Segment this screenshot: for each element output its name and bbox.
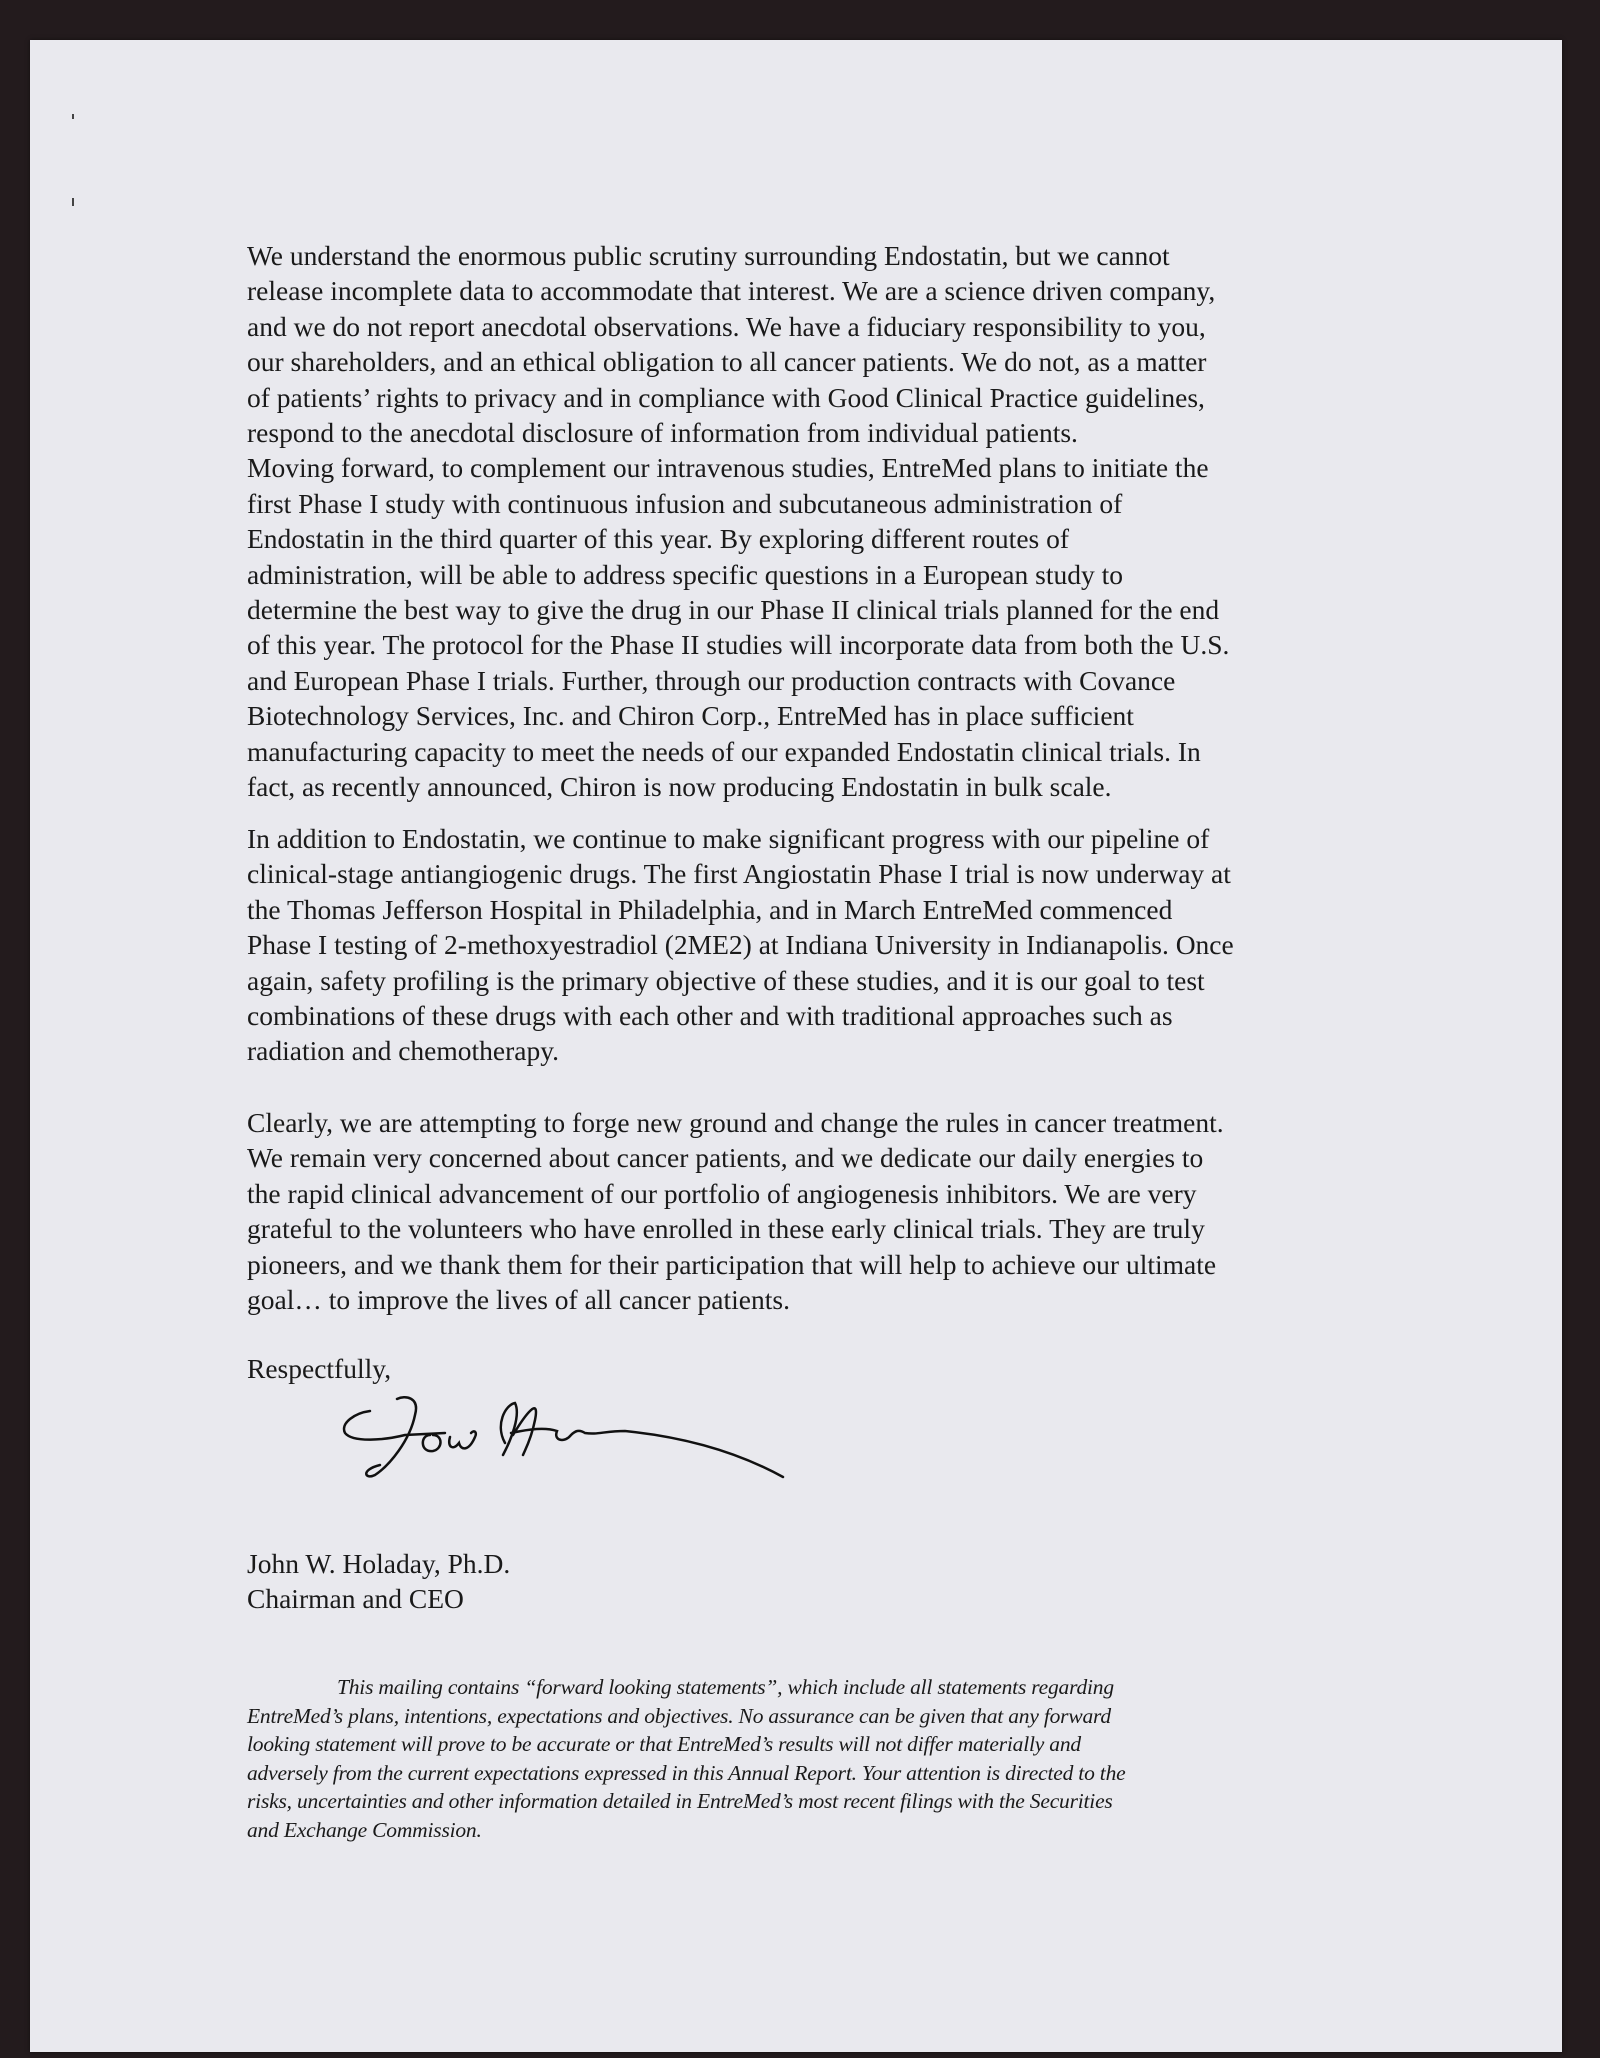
paragraph3-line: We remain very concerned about cancer patients, and we dedicate our daily energies to — [247, 1142, 1204, 1174]
paragraph2-line: radiation and chemotherapy. — [247, 1035, 560, 1067]
paragraph1-line: Biotechnology Services, Inc. and Chiron Corp., EntreMed has in place sufficient — [247, 700, 1134, 732]
paragraph2-line: Phase I testing of 2-methoxyestradiol (2ME2) at Indiana University in Indianapolis. Once — [247, 929, 1234, 961]
paragraph3-line: the rapid clinical advancement of our portfolio of angiogenesis inhibitors. We are very — [247, 1177, 1197, 1209]
disclaimer-line: adversely from the current expectations expressed in this Annual Report. Your attention is directed to the — [247, 1760, 1126, 1785]
paragraph1-line: fact, as recently announced, Chiron is now producing Endostatin in bulk scale. — [247, 771, 1112, 802]
paragraph1-line: administration, will be able to address specific questions in a European study to — [247, 558, 1123, 590]
paragraph3-line: Clearly, we are attempting to forge new ground and change the rules in cancer treatment. — [247, 1107, 1224, 1138]
disclaimer-line: looking statement will prove to be accurate or that EntreMed’s results will not differ materially and — [247, 1732, 1081, 1756]
paragraph1-line: respond to the anecdotal disclosure of information from individual patients. — [247, 417, 1078, 448]
disclaimer-line: and Exchange Commission. — [247, 1817, 482, 1842]
paragraph1-line: and European Phase I trials. Further, through our production contracts with Covance — [247, 664, 1176, 696]
paragraph3-line: goal… to improve the lives of all cancer patients. — [247, 1284, 790, 1315]
letter-page — [30, 40, 1562, 2052]
signer-name: John W. Holaday, Ph.D. — [247, 1548, 511, 1579]
paragraph1-line: We understand the enormous public scrutiny surrounding Endostatin, but we cannot — [247, 240, 1170, 271]
disclaimer-line: risks, uncertainties and other information detailed in EntreMed’s most recent filings with the Securities — [247, 1789, 1113, 1813]
paragraph2-line: the Thomas Jefferson Hospital in Philadelphia, and in March EntreMed commenced — [247, 893, 1173, 925]
paragraph3-line: pioneers, and we thank them for their participation that will help to achieve our ultimate — [247, 1248, 1217, 1280]
disclaimer-line: This mailing contains “forward looking statements”, which include all statements regarding — [337, 1675, 1114, 1699]
paragraph2-line: In addition to Endostatin, we continue to make significant progress with our pipeline of — [247, 823, 1210, 854]
margin-mark — [72, 114, 74, 119]
paragraph1-line: manufacturing capacity to meet the needs of our expanded Endostatin clinical trials. In — [247, 735, 1201, 767]
paragraph1-line: release incomplete data to accommodate that interest. We are a science driven company, — [247, 275, 1216, 307]
margin-mark — [72, 198, 74, 206]
paragraph1-line: of this year. The protocol for the Phase II studies will incorporate data from both the U.S. — [247, 629, 1230, 661]
paragraph1-line: our shareholders, and an ethical obligation to all cancer patients. We do not, as a matter — [247, 346, 1207, 378]
signature — [335, 1385, 815, 1505]
paragraph1-line: and we do not report anecdotal observations. We have a fiduciary responsibility to you, — [247, 310, 1206, 342]
paragraph2-line: again, safety profiling is the primary objective of these studies, and it is our goal to test — [247, 964, 1205, 996]
paragraph2-line: clinical-stage antiangiogenic drugs. The first Angiostatin Phase I trial is now underway at — [247, 858, 1231, 890]
paragraph1-line: of patients’ rights to privacy and in compliance with Good Clinical Practice guidelines, — [247, 381, 1205, 413]
paragraph1-line: first Phase I study with continuous infusion and subcutaneous administration of — [247, 487, 1123, 519]
paragraph1-line: determine the best way to give the drug in our Phase II clinical trials planned for the end — [247, 594, 1220, 625]
paragraph3-line: grateful to the volunteers who have enrolled in these early clinical trials. They are truly — [247, 1213, 1205, 1245]
closing: Respectfully, — [247, 1353, 392, 1384]
paragraph1-line: Moving forward, to complement our intravenous studies, EntreMed plans to initiate the — [247, 452, 1209, 484]
signer-title: Chairman and CEO — [247, 1583, 464, 1614]
paragraph2-line: combinations of these drugs with each other and with traditional approaches such as — [247, 1000, 1173, 1031]
paragraph1-line: Endostatin in the third quarter of this year. By exploring different routes of — [247, 523, 1070, 555]
disclaimer-line: EntreMed’s plans, intentions, expectations and objectives. No assurance can be given that any forward — [247, 1703, 1111, 1728]
